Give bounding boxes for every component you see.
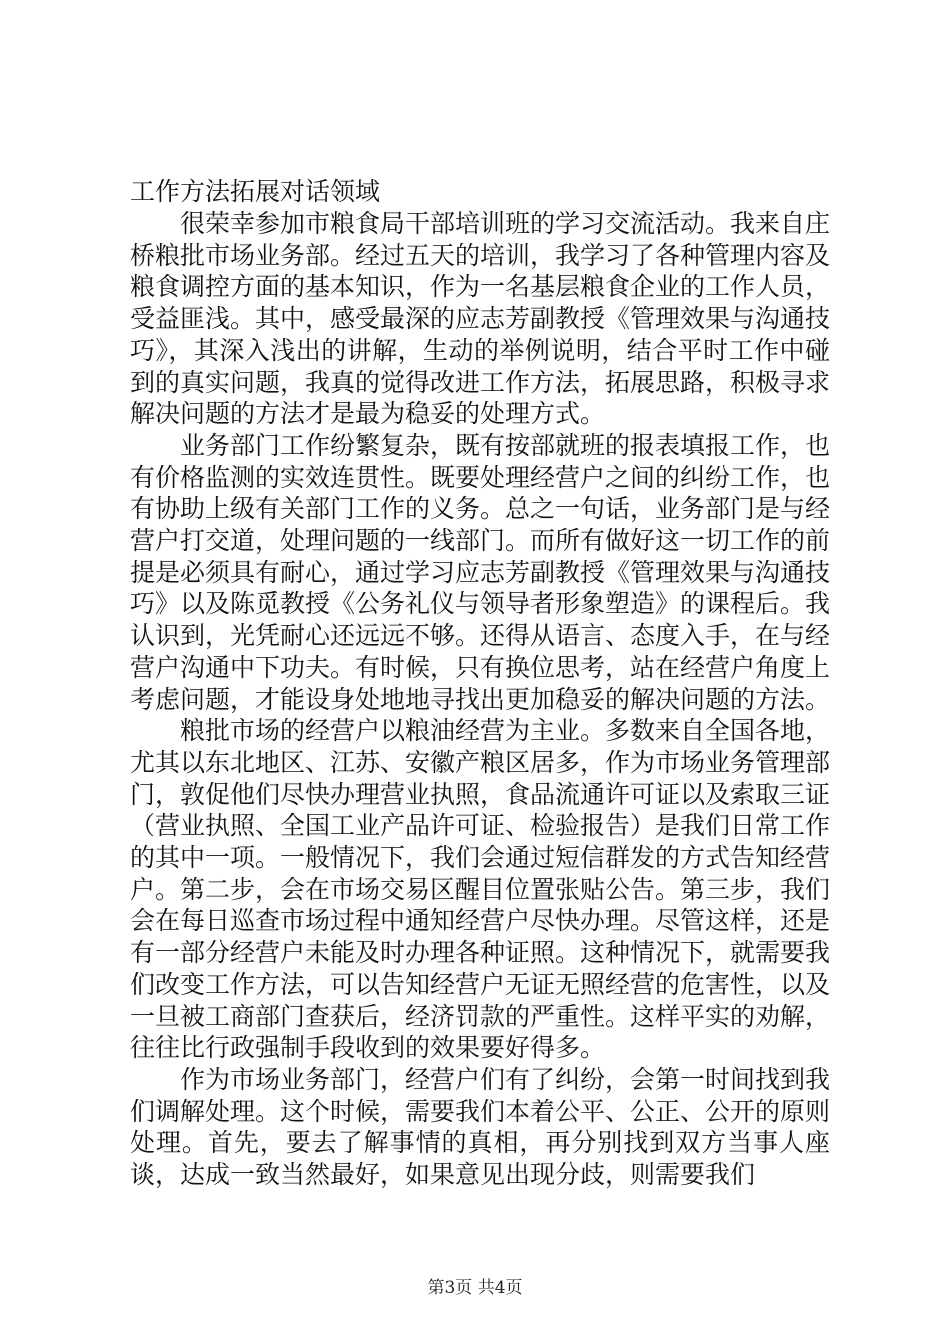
paragraph-1: 很荣幸参加市粮食局干部培训班的学习交流活动。我来自庄桥粮批市场业务部。经过五天的培训，我学习了各种管理内容及粮食调控方面的基本知识，作为一名基层粮食企业的工作人员，受益匪浅。其中，感受最深的应志芳副教授《管理效果与沟通技巧》，其深入浅出的讲解，生动的举例说明，结合平时工作中碰到的真实问题，我真的觉得改进工作方法，拓展思路，积极寻求解决问题的方法才是最为稳妥的处理方式。 xyxy=(130,209,831,429)
paragraph-2: 业务部门工作纷繁复杂，既有按部就班的报表填报工作，也有价格监测的实效连贯性。既要处理经营户之间的纠纷工作，也有协助上级有关部门工作的义务。总之一句话，业务部门是与经营户打交道，处理问题的一线部门。而所有做好这一切工作的前提是必须具有耐心，通过学习应志芳副教授《管理效果与沟通技巧》以及陈觅教授《公务礼仪与领导者形象塑造》的课程后。我认识到，光凭耐心还远远不够。还得从语言、态度入手，在与经营户沟通中下功夫。有时候，只有换位思考，站在经营户角度上考虑问题，才能设身处地地寻找出更加稳妥的解决问题的方法。 xyxy=(130,430,831,714)
paragraph-3: 粮批市场的经营户以粮油经营为主业。多数来自全国各地，尤其以东北地区、江苏、安徽产粮区居多，作为市场业务管理部门，敦促他们尽快办理营业执照，食品流通许可证以及索取三证（营业执照、全国工业产品许可证、检验报告）是我们日常工作的其中一项。一般情况下，我们会通过短信群发的方式告知经营户。第二步，会在市场交易区醒目位置张贴公告。第三步，我们会在每日巡查市场过程中通知经营户尽快办理。尽管这样，还是有一部分经营户未能及时办理各种证照。这种情况下，就需要我们改变工作方法，可以告知经营户无证无照经营的危害性，以及一旦被工商部门查获后，经济罚款的严重性。这样平实的劝解，往往比行政强制手段收到的效果要好得多。 xyxy=(130,716,831,1063)
page-number-footer: 第3页 共4页 xyxy=(427,1278,523,1298)
document-body xyxy=(130,176,830,1191)
paragraph-4: 作为市场业务部门，经营户们有了纠纷，会第一时间找到我们调解处理。这个时候，需要我们本着公平、公正、公开的原则处理。首先，要去了解事情的真相，再分别找到双方当事人座谈，达成一致当然最好，如果意见出现分歧，则需要我们 xyxy=(130,1064,831,1190)
document-title: 工作方法拓展对话领域 xyxy=(130,177,381,206)
